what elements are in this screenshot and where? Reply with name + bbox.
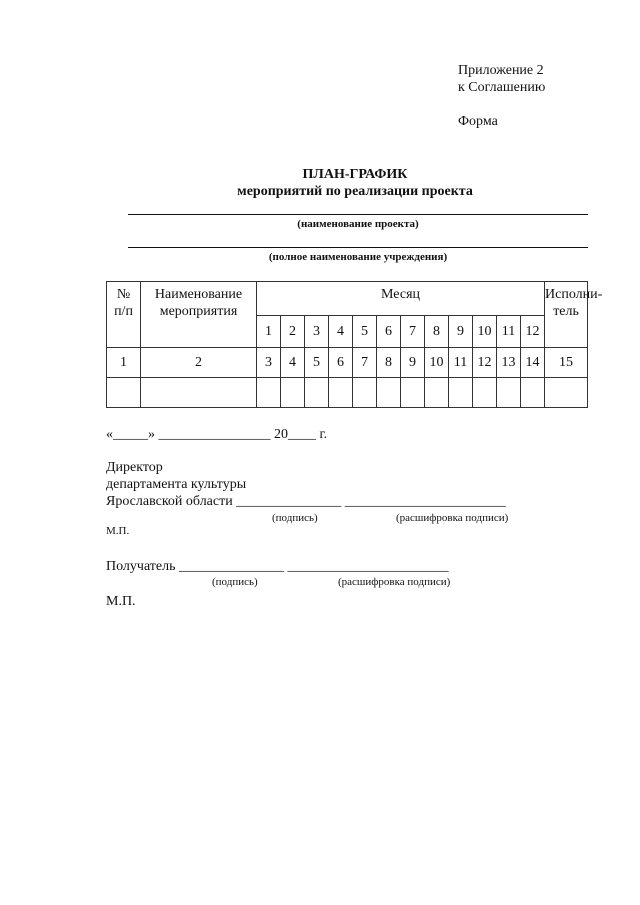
numbering-cell: 10	[425, 348, 449, 378]
numbering-cell: 2	[141, 348, 257, 378]
director-decode-caption: (расшифровка подписи)	[396, 512, 509, 524]
numbering-cell: 8	[377, 348, 401, 378]
recipient-decode-caption: (расшифровка подписи)	[338, 576, 451, 588]
header-activity-name: Наименование мероприятия	[141, 282, 257, 348]
recipient-signature-line: Получатель _______________ _______________________	[106, 559, 449, 574]
month-cell: 1	[257, 316, 281, 348]
numbering-cell: 4	[281, 348, 305, 378]
header-number: № п/п	[107, 282, 141, 348]
table-header-row	[107, 282, 588, 316]
director-signature-caption: (подпись)	[272, 512, 318, 524]
recipient-stamp: М.П.	[106, 594, 136, 609]
numbering-cell: 3	[257, 348, 281, 378]
numbering-cell: 9	[401, 348, 425, 378]
institution-name-caption: (полное наименование учреждения)	[268, 251, 448, 263]
numbering-cell: 13	[497, 348, 521, 378]
director-signature-line: Ярославской области _______________ _______________________	[106, 494, 506, 509]
numbering-cell: 12	[473, 348, 497, 378]
project-name-caption: (наименование проекта)	[297, 218, 419, 230]
title-sub: мероприятий по реализации проекта	[237, 184, 473, 199]
table-cell	[353, 378, 377, 408]
table-cell	[425, 378, 449, 408]
table-cell	[377, 378, 401, 408]
numbering-cell: 15	[545, 348, 588, 378]
header-executor: Исполни- тель	[545, 282, 588, 348]
table-cell	[545, 378, 588, 408]
month-cell: 8	[425, 316, 449, 348]
recipient-signature-caption: (подпись)	[212, 576, 258, 588]
month-cell: 7	[401, 316, 425, 348]
month-cell: 2	[281, 316, 305, 348]
table-cell	[107, 378, 141, 408]
month-cell: 4	[329, 316, 353, 348]
director-stamp: М.П.	[106, 525, 130, 537]
director-line-1: Директор	[106, 460, 163, 475]
numbering-cell: 5	[305, 348, 329, 378]
month-cell: 9	[449, 316, 473, 348]
month-cell: 10	[473, 316, 497, 348]
month-cell: 6	[377, 316, 401, 348]
institution-name-line	[128, 247, 588, 248]
month-cell: 3	[305, 316, 329, 348]
table-numbering-row	[107, 348, 588, 378]
table-cell	[141, 378, 257, 408]
appendix-line-2: к Соглашению	[458, 80, 546, 95]
appendix-block	[458, 62, 545, 96]
document-title	[0, 166, 640, 200]
numbering-cell: 7	[353, 348, 377, 378]
table-cell	[305, 378, 329, 408]
table-cell	[497, 378, 521, 408]
date-line: «_____» ________________ 20____ г.	[106, 427, 328, 442]
director-line-2: департамента культуры	[106, 477, 247, 492]
project-name-line	[128, 214, 588, 215]
month-cell: 11	[497, 316, 521, 348]
table-cell	[521, 378, 545, 408]
title-main: ПЛАН-ГРАФИК	[302, 167, 408, 182]
header-month: Месяц	[257, 282, 545, 316]
numbering-cell: 11	[449, 348, 473, 378]
form-label: Форма	[458, 114, 498, 129]
table-cell	[449, 378, 473, 408]
numbering-cell: 14	[521, 348, 545, 378]
table-cell	[473, 378, 497, 408]
table-empty-row	[107, 378, 588, 408]
table-cell	[281, 378, 305, 408]
appendix-line-1: Приложение 2	[458, 63, 544, 78]
month-cell: 12	[521, 316, 545, 348]
table-cell	[257, 378, 281, 408]
table-cell	[329, 378, 353, 408]
month-cell: 5	[353, 316, 377, 348]
table-cell	[401, 378, 425, 408]
numbering-cell: 6	[329, 348, 353, 378]
plan-schedule-table	[106, 281, 603, 408]
numbering-cell: 1	[107, 348, 141, 378]
